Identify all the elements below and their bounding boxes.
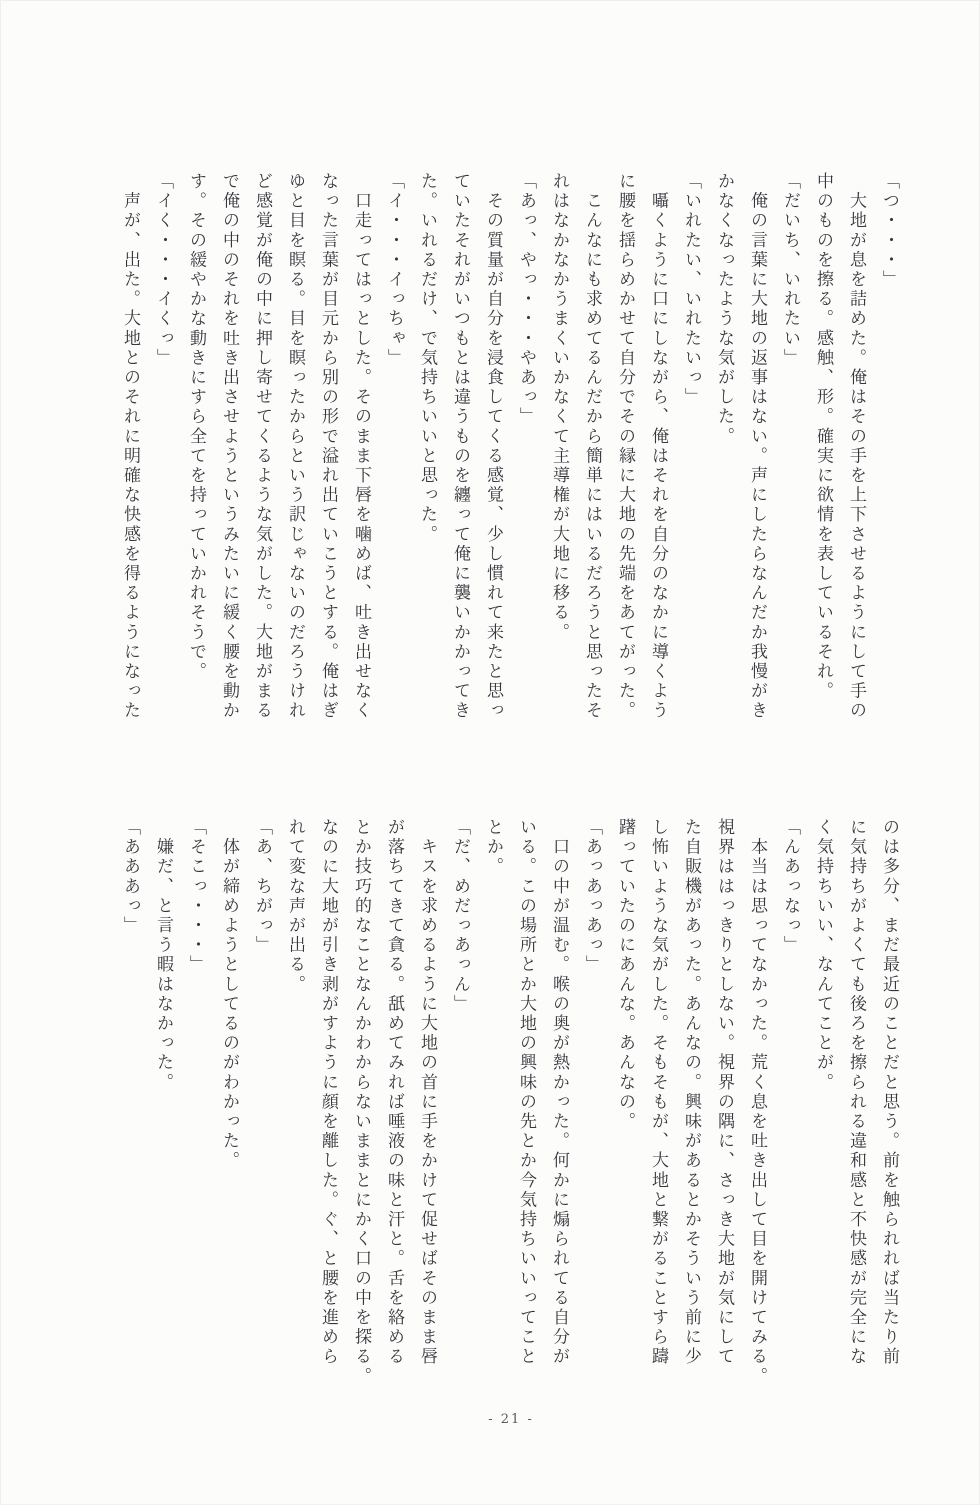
text-line: いる。この場所とか大地の興味の先とか今気持ちいいってこと xyxy=(516,818,536,1367)
text-line: ど感覚が俺の中に押し寄せてくるような気がした。大地がまる xyxy=(252,172,272,721)
text-line: く気持ちいい、なんてことが。 xyxy=(813,818,833,1093)
text-line: 本当は思ってなかった。荒く息を吐き出して目を開けてみる。 xyxy=(747,818,767,1387)
text-line: れて変な声が出る。 xyxy=(285,818,305,995)
text-line: す。その緩やかな動きにすら全てを持っていかれそうで。 xyxy=(186,172,206,682)
text-line: 囁くように口にしながら、俺はそれを自分のなかに導くよう xyxy=(648,172,668,721)
text-line: 俺の言葉に大地の返事はない。声にしたらなんだか我慢がき xyxy=(747,172,767,721)
text-line: キスを求めるように大地の首に手をかけて促せばそのまま唇 xyxy=(417,818,437,1367)
text-line: 声が、出た。大地とのそれに明確な快感を得るようになった xyxy=(120,172,140,721)
text-line: 「いれたい、いれたいっ」 xyxy=(681,172,701,408)
text-line: 「あ、ちがっ」 xyxy=(252,818,272,956)
text-line: に気持ちがよくても後ろを擦られる違和感と不快感が完全にな xyxy=(846,818,866,1367)
text-line: が落ちてきて貪る。舐めてみれば唾液の味と汗と。舌を絡める xyxy=(384,818,404,1367)
text-line: こんなにも求めてるんだから簡単にはいるだろうと思ったそ xyxy=(582,172,602,721)
text-line: とか。 xyxy=(483,818,503,877)
text-line: 嫌だ、と言う暇はなかった。 xyxy=(153,818,173,1093)
top-text-block xyxy=(113,172,905,764)
text-line: 「あっ、やっ・・・やあっ」 xyxy=(516,172,536,427)
text-line: 口の中が温む。喉の奥が熱かった。何かに煽られてる自分が xyxy=(549,818,569,1367)
text-line: 「そこっ・・・」 xyxy=(186,818,206,975)
text-line: なのに大地が引き剥がすように顔を離した。ぐ、と腰を進めら xyxy=(318,818,338,1367)
text-line: ゆと目を瞑る。目を瞑ったからという訳じゃないのだろうけれ xyxy=(285,172,305,721)
text-line: 体が締めようとしてるのがわかった。 xyxy=(219,818,239,1171)
text-line: で俺の中のそれを吐き出させようというみたいに緩く腰を動か xyxy=(219,172,239,721)
text-line: た。いれるだけ、で気持ちいいと思った。 xyxy=(417,172,437,545)
text-line: 「イく・・・イくっ」 xyxy=(153,172,173,368)
text-line: 大地が息を詰めた。俺はその手を上下させるようにして手の xyxy=(846,172,866,721)
text-line: とか技巧的なことなんかわからないままとにかく口の中を探る。 xyxy=(351,818,371,1387)
text-line: 「イ・・・イっちゃ」 xyxy=(384,172,404,368)
text-line: れはなかなかうまくいかなくて主導権が大地に移る。 xyxy=(549,172,569,643)
text-line: のは多分、まだ最近のことだと思う。前を触られれば当たり前 xyxy=(879,818,899,1367)
text-line: た自販機があった。あんなの。興味があるとかそういう前に少 xyxy=(681,818,701,1367)
text-line: かなくなったような気がした。 xyxy=(714,172,734,447)
text-line: 「んあっなっ」 xyxy=(780,818,800,956)
text-line: その質量が自分を浸食してくる感覚、少し慣れて来たと思っ xyxy=(483,172,503,721)
text-line: 「あっあっあっ」 xyxy=(582,818,602,975)
text-line: し怖いような気がした。そもそもが、大地と繋がることすら躊 xyxy=(648,818,668,1367)
bottom-text-block xyxy=(113,818,905,1410)
text-line: 口走ってはっとした。そのまま下唇を噛めば、吐き出せなく xyxy=(351,172,371,721)
text-line: 「あああっ」 xyxy=(120,818,140,936)
text-line: なった言葉が目元から別の形で溢れ出ていこうとする。俺はぎ xyxy=(318,172,338,721)
text-line: ていたそれがいつもとは違うものを纏って俺に襲いかかってき xyxy=(450,172,470,721)
text-line: 躇っていたのにあんな。あんなの。 xyxy=(615,818,635,1132)
text-line: 「だ、めだっあっん」 xyxy=(450,818,470,1014)
page-number: - 21 - xyxy=(488,1412,534,1427)
text-line: 「だいち、いれたい」 xyxy=(780,172,800,368)
text-line: に腰を揺らめかせて自分でその縁に大地の先端をあてがった。 xyxy=(615,172,635,721)
text-line: 「つ・・・」 xyxy=(879,172,899,290)
text-line: 視界ははっきりとしない。視界の隅に、さっき大地が気にして xyxy=(714,818,734,1367)
text-line: 中のものを擦る。感触、形。確実に欲情を表しているそれ。 xyxy=(813,172,833,702)
